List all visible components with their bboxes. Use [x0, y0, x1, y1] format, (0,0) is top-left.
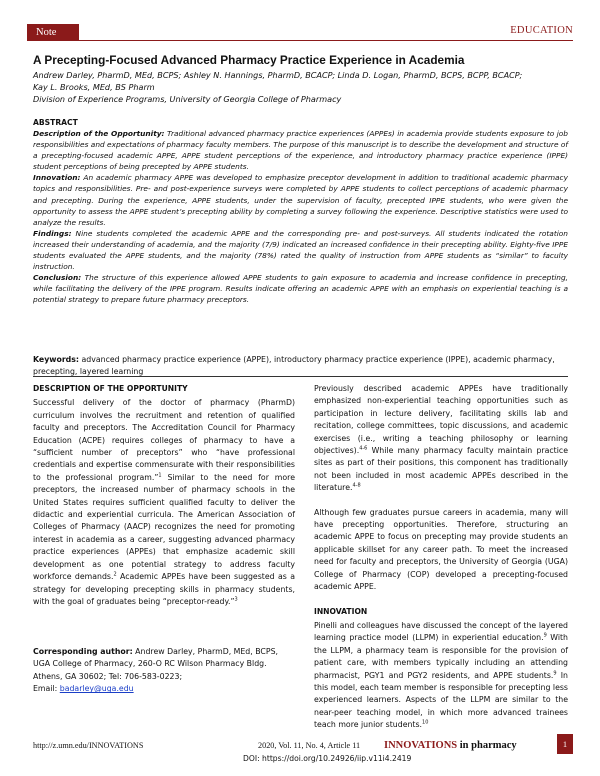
section-heading-opportunity: DESCRIPTION OF THE OPPORTUNITY	[33, 384, 188, 393]
body-paragraph: Although few graduates pursue careers in academia, many will have precepting opportunities. Therefore, structuring an academic APPE to focus on precepting may provide students an applicable skillset for any career path. To meet the increased need for faculty and preceptors, the University of Georgia (UGA) College of Pharmacy (COP) developed a precepting-focused academic APPE.	[314, 507, 568, 592]
abstract-findings	[33, 228, 568, 272]
text-run: In this model, each team member is responsible for precepting less experienced learners. Aspects of the LLPM are similar to the near-peer teaching model, in which more advanced trainees teach more junior students.	[314, 670, 568, 730]
text-run: Pinelli and colleagues have discussed the concept of the layered learning practice model (LLPM) in experiential education.	[314, 620, 568, 643]
correspondence-label: Corresponding author:	[33, 647, 133, 656]
right-column	[314, 383, 568, 732]
page-number: 1	[557, 734, 573, 754]
abstract-innovation	[33, 172, 568, 227]
find-label: Findings:	[33, 228, 72, 238]
divider	[33, 376, 568, 377]
conc-text: The structure of this experience allowed APPE students to gain exposure to academia and increase confidence in precepting, while facilitating the delivery of the IPPE program. Results indicate offering an academic APPE with an emphasis on experiential teaching is a potential strategy to prepare future pharmacy preceptors.	[33, 273, 568, 305]
body-paragraph	[33, 397, 295, 608]
keywords-text: advanced pharmacy practice experience (APPE), introductory pharmacy practice experience (IPPE), academic pharmacy, precepting, layered learning	[33, 355, 555, 376]
conc-label: Conclusion:	[33, 273, 82, 283]
abstract	[33, 128, 568, 306]
correspondence-text: Andrew Darley, PharmD, MEd, BCPS, UGA College of Pharmacy, 260-O RC Wilson Pharmacy Bldg. Athens, GA 30602; Tel: 706-583-0223;	[33, 647, 279, 681]
inn-text: An academic pharmacy APPE was developed to emphasize preceptor development in addition to traditional academic pharmacy topics and responsibilities. Pre- and post-experience surveys were completed by APPE students to collect perceptions of academic pharmacy and precepting. During the experience, APPE students, under the supervision of faculty, precepted IPPE students, who were given the opportunity to assess the APPE student’s precepting ability by completing a survey following the experience. Descriptive statistics were used to analyze the results.	[33, 173, 568, 227]
keywords-label: Keywords:	[33, 355, 80, 364]
section-label: EDUCATION	[510, 25, 573, 36]
footer-citation: 2020, Vol. 11, No. 4, Article 11	[258, 741, 361, 750]
abstract-conclusion	[33, 272, 568, 305]
note-label: Note	[27, 24, 79, 41]
email-label: Email:	[33, 684, 60, 694]
text-run: Successful delivery of the doctor of pharmacy (PharmD) curriculum involves the recruitment and retention of qualified faculty and preceptors. The Accreditation Council for Pharmacy Education (ACPE) requires colleges of pharmacy to have a “sufficient number of preceptors” who “have professional credentials and expertise commensurate with their responsibilities to the professional program.”	[33, 398, 295, 482]
citation-ref: 2	[113, 571, 117, 578]
opp-label: Description of the Opportunity:	[33, 129, 165, 138]
text-run: While many pharmacy faculty maintain practice sites as part of their positions, this component has traditionally not been included in most academic APPEs described in the literature.	[314, 446, 568, 493]
opp-text: Traditional advanced pharmacy practice experiences (APPEs) in academia provide students exposure to job responsibilities and expectations of pharmacy faculty members. The purpose of this manuscript is to describe the development and structure of a precepting-focused academic APPE, APPE student perceptions of the experience, and introductory pharmacy practice experience (IPPE) student perceptions of being precepted by APPE students.	[33, 129, 568, 172]
author-block	[33, 69, 573, 105]
correspondence	[33, 646, 295, 696]
authors-line-1: Andrew Darley, PharmD, MEd, BCPS; Ashley N. Hannings, PharmD, BCACP; Linda D. Logan, PharmD, BCPS, BCPP, BCACP;	[33, 70, 523, 80]
section-heading-innovation: INNOVATION	[314, 606, 368, 616]
footer-doi[interactable]: DOI: https://doi.org/10.24926/iip.v11i4.2419	[243, 754, 412, 763]
brand-red: INNOVATIONS	[384, 740, 458, 751]
article-title: A Precepting-Focused Advanced Pharmacy Practice Experience in Academia	[33, 53, 465, 67]
body-paragraph	[314, 620, 568, 732]
text-run: Academic APPEs have been suggested as a strategy for developing precepting skills in pharmacy students, with the goal of graduates being “preceptor-ready.”	[33, 572, 295, 606]
citation-ref: 9	[553, 669, 557, 676]
abstract-heading: ABSTRACT	[33, 118, 78, 127]
text-run: Similar to the need for more preceptors, the increased number of pharmacy schools in the United States requires sufficient qualified faculty to deliver the didactic and experiential curricula. The American Association of Colleges of Pharmacy (AACP) recognizes the need for promoting interest in academia as a career, suggesting advanced pharmacy practice experiences (APPEs) that emphasize academic skill development as one potential strategy to address faculty workforce demands.	[33, 472, 296, 582]
citation-ref: 4-6	[359, 445, 368, 452]
authors-line-2: Kay L. Brooks, MEd, BS Pharm	[33, 82, 155, 92]
email-link[interactable]: badarley@uga.edu	[59, 684, 134, 694]
citation-ref: 1	[158, 472, 162, 479]
header-bar	[27, 24, 573, 41]
brand-rest: in pharmacy	[457, 740, 517, 751]
keywords	[33, 354, 563, 378]
affiliation: Division of Experience Programs, University of Georgia College of Pharmacy	[33, 94, 342, 104]
left-column	[33, 383, 295, 608]
abstract-opportunity	[33, 128, 568, 172]
body-paragraph	[314, 383, 568, 495]
text-run: With the LLPM, a pharmacy team is responsible for the provision of patient care, with members typically including an attending pharmacist, PGY1 and PGY2 residents, and APPE students.	[314, 633, 568, 680]
header-rule	[79, 40, 573, 41]
find-text: Nine students completed the academic APPE and the corresponding pre- and post-surveys. All students indicated the rotation increased their understanding of academia, and the majority (7/9) indicated an increased confidence in their precepting ability. Eighty-five IPPE students evaluated the APPE students, and the majority (78%) rated the quality of instruction from APPE students as “similar” to faculty instruction.	[33, 228, 568, 272]
citation-ref: 4-8	[352, 482, 361, 489]
citation-ref: 3	[234, 596, 238, 603]
journal-brand	[384, 740, 517, 751]
citation-ref: 10	[422, 719, 429, 726]
footer-url[interactable]: http://z.umn.edu/INNOVATIONS	[33, 741, 144, 750]
inn-label: Innovation:	[33, 173, 81, 183]
text-run: Previously described academic APPEs have traditionally emphasized non-experiential teaching opportunities such as participation in lecture delivery, facilitating skills lab and recitation, college committees, topic discussions, and academic exercises (i.e., writing a teaching philosophy or learning objectives).	[314, 384, 568, 456]
citation-ref: 9	[543, 632, 547, 639]
